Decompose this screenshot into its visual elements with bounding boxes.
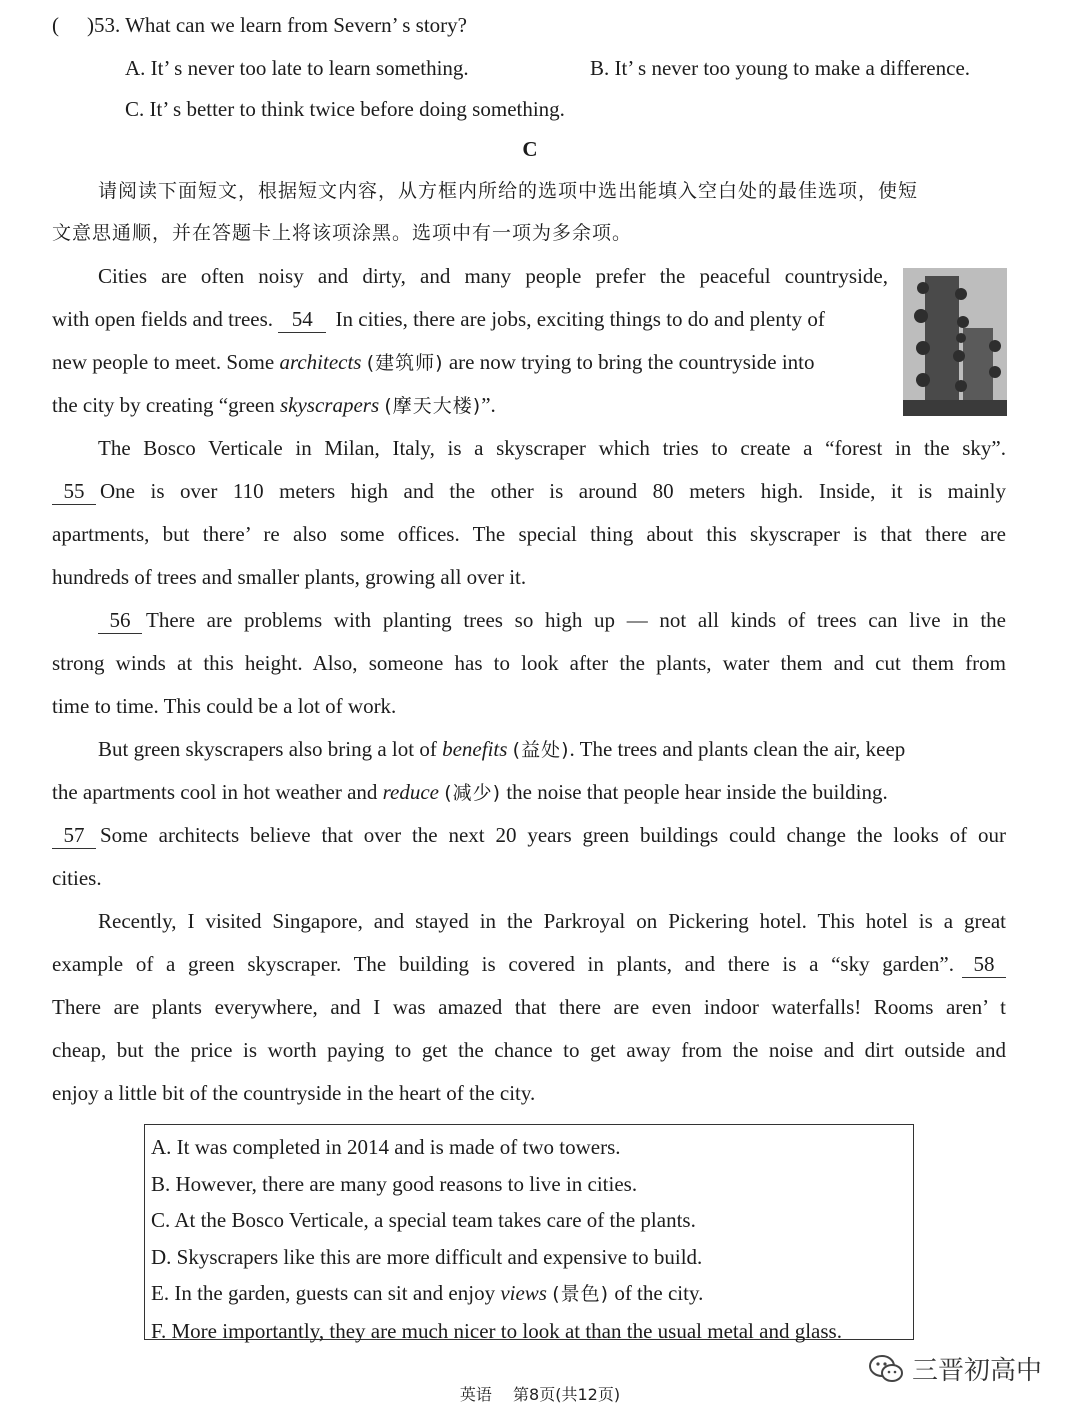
wechat-icon <box>868 1354 904 1384</box>
instructions-line-1: 请阅读下面短文，根据短文内容，从方框内所给的选项中选出能填入空白处的最佳选项，使短 <box>98 180 919 202</box>
p5-line-1: Recently, I visited Singapore, and stayed in the Parkroyal on Pickering hotel. This hotel is a great <box>98 909 1006 933</box>
p1-line-3: new people to meet. Some architects (建筑师) are now trying to bring the countryside into <box>52 350 815 374</box>
option-f[interactable]: F. More importantly, they are much nicer to look at than the usual metal and glass. <box>151 1318 842 1343</box>
option-c[interactable]: C. At the Bosco Verticale, a special team takes care of the plants. <box>151 1208 696 1233</box>
instructions-line-2: 文意思通顺，并在答题卡上将该项涂黑。选项中有一项为多余项。 <box>52 222 633 244</box>
p5-line-2: example of a green skyscraper. The building is covered in plants, and there is a “sky garden”. 58 <box>52 951 1006 978</box>
blank-58[interactable]: 58 <box>962 951 1006 978</box>
p1-line-4: the city by creating “green skyscrapers (摩天大楼)”. <box>52 393 496 417</box>
footer-subject: 英语 <box>459 1385 492 1404</box>
blank-55[interactable]: 55 <box>52 478 96 505</box>
question-53-stem <box>52 12 467 38</box>
p2-line-4: hundreds of trees and smaller plants, growing all over it. <box>52 565 527 589</box>
p5-line-5: enjoy a little bit of the countryside in the heart of the city. <box>52 1081 536 1105</box>
p4-line-1: But green skyscrapers also bring a lot of benefits (益处). The trees and plants clean the air, keep <box>98 737 906 761</box>
p2-line-3: apartments, but there’ re also some offices. The special thing about this skyscraper is that there are <box>52 522 1006 546</box>
watermark-text: 三晋初高中 <box>911 1356 1042 1386</box>
option-e[interactable]: E. In the garden, guests can sit and enjoy views (景色) of the city. <box>151 1281 704 1306</box>
p5-line-4: cheap, but the price is worth paying to get the chance to get away from the noise and dirt outside and <box>52 1038 1006 1062</box>
blank-56[interactable]: 56 <box>98 607 142 634</box>
p2-line-2: 55 One is over 110 meters high and the other is around 80 meters high. Inside, it is mainly <box>52 478 1006 505</box>
p3-line-1: 56 There are problems with planting trees so high up — not all kinds of trees can live in the <box>98 607 1006 634</box>
skyscraper-photo <box>903 268 1007 416</box>
page-footer <box>0 1382 1080 1405</box>
green-skyscraper-illustration <box>903 268 1007 416</box>
options-box <box>144 1124 914 1343</box>
question-53-option-b: B. It’ s never too young to make a difference. <box>590 56 971 80</box>
footer-page-number: 第8页(共12页) <box>513 1385 621 1404</box>
p3-line-3: time to time. This could be a lot of work. <box>52 694 397 718</box>
p1-line-2: with open fields and trees. 54 In cities, there are jobs, exciting things to do and plenty of <box>52 307 825 331</box>
section-letter: C <box>522 137 538 161</box>
question-53-text: )53. What can we learn from Severn’ s story? <box>87 13 467 37</box>
blank-57[interactable]: 57 <box>52 822 96 849</box>
p4-line-2: the apartments cool in hot weather and reduce (减少) the noise that people hear inside the building. <box>52 780 888 804</box>
answer-paren: ( <box>52 13 59 37</box>
p3-line-2: strong winds at this height. Also, someone has to look after the plants, water them and cut them from <box>52 651 1006 675</box>
p2-line-1: The Bosco Verticale in Milan, Italy, is a skyscraper which tries to create a “forest in the sky”. <box>98 436 1006 460</box>
question-53-option-a: A. It’ s never too late to learn something. <box>125 56 469 80</box>
p5-line-3: There are plants everywhere, and I was amazed that there are even indoor waterfalls! Rooms aren’ t <box>52 995 1006 1019</box>
p1-line-1: Cities are often noisy and dirty, and many people prefer the peaceful countryside, <box>98 264 888 288</box>
option-a[interactable]: A. It was completed in 2014 and is made of two towers. <box>151 1135 621 1159</box>
option-b[interactable]: B. However, there are many good reasons to live in cities. <box>151 1171 638 1196</box>
p4-line-4: cities. <box>52 866 102 890</box>
question-53-option-c: C. It’ s better to think twice before doing something. <box>125 97 565 121</box>
blank-54[interactable]: 54 <box>278 306 326 333</box>
option-d[interactable]: D. Skyscrapers like this are more difficult and expensive to build. <box>151 1244 703 1269</box>
p4-line-3: 57 Some architects believe that over the next 20 years green buildings could change the looks of our <box>52 822 1006 849</box>
